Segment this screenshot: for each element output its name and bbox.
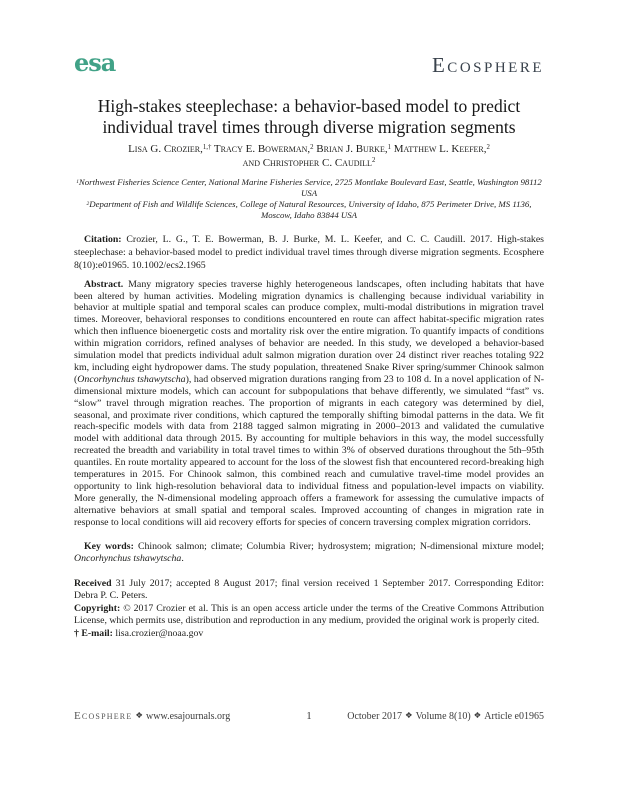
text-run: Oncorhynchus tshawytscha (77, 373, 186, 385)
text-run: Brian J. Burke, (313, 143, 388, 155)
email-line (74, 628, 544, 641)
text-run: Many migratory species traverse highly heterogeneous landscapes, often including habitats that have been altered by human activities. Modeling migration dynamics is challenging because individual variability in behavior at multiple spatial and temporal scales can produce complex, multi-modal distributions in migration travel times. Moreover, behavioral responses to conditions encountered en route can affect habitat-specific migration rates which then influence bioenergetic costs and mortality risk over the entire migration. To quantify impacts of conditions within migration corridors, refined analyses of behavior are needed. In this study, we developed a behavior-based simulation model that predicts individual adult salmon migration duration over 24 distinct river reaches totaling 922 km, including eight hydropower dams. The study population, threatened Snake River spring/summer Chinook salmon ( (74, 278, 544, 385)
author-list (74, 143, 544, 170)
received-paragraph (74, 578, 544, 603)
text-run: Chinook salmon; climate; Columbia River; hydrosystem; migration; N-dimensional mixture model; (137, 540, 544, 552)
text-run: Citation: (84, 234, 127, 245)
authors-line-1 (74, 143, 544, 157)
diamond-separator-icon: ❖ (135, 710, 144, 720)
text-run: . (181, 553, 184, 565)
text-run: Key words: (84, 540, 138, 552)
text-run: Tracy E. Bowerman, (211, 143, 311, 155)
text-run: Lisa G. Crozier, (128, 143, 203, 155)
text-run: Crozier, L. G., T. E. Bowerman, B. J. Burke, M. L. Keefer, and C. C. Caudill. 2017. High-stakes steeplechase: a behavior-based model to predict individual travel times through diverse migration segments. Ecosphere 8(10):e01965. 10.1002/ecs2.1965 (74, 234, 544, 272)
text-run: and Christopher C. Caudill (242, 156, 372, 169)
text-run: Received (74, 577, 112, 589)
text-run: ), had observed migration durations ranging from 23 to 108 d. In a novel application of N-dimensional mixture models, which can account for subpopulations that behave differently, we simulated “fast” vs. “slow” travel through migration reaches. The proportion of migrants in each category was determined by diel, seasonal, and proximate river conditions, which captured the temporally shifting bimodal patterns in the data. We fit reach-specific models with data from 2188 tagged salmon migrating in 2000–2013 and validated the cumulative model with additional data through 2015. By accounting for multiple behaviors in this way, the model successfully recreated the breadth and variability in total travel times to within 3% of observed durations throughout the 5th–95th quantiles. En route mortality appeared to account for the loss of the slowest fish that encountered record-breaking high temperatures in 2015. For Chinook salmon, this combined reach and cumulative travel-time model provides an opportunity to link high-resolution behavioral data to individual fitness and population-level impacts on viability. More generally, the N-dimensional modeling approach offers a framework for assessing the cumulative impacts of alternative behaviors at small spatial and temporal scales. Improved accounting of changes in migration rate in response to local conditions will aid recovery efforts for species of concern traversing complex migration corridors. (74, 373, 544, 528)
text-run: 2 (371, 157, 376, 165)
footer-volume: Volume 8(10) (415, 711, 471, 722)
text-run: 1,† (202, 143, 212, 151)
text-run: Oncorhynchus tshawytscha (74, 553, 182, 565)
page-footer (74, 710, 544, 722)
text-run: 2 (86, 200, 90, 207)
abstract-paragraph (74, 279, 544, 529)
footer-right (329, 711, 544, 722)
page-number: 1 (306, 711, 312, 722)
esa-logo: esa (74, 48, 116, 77)
text-run: Copyright: (74, 602, 121, 614)
copyright-paragraph (74, 603, 544, 628)
email-link[interactable]: lisa.crozier@noaa.gov (115, 627, 204, 639)
journal-wordmark: Ecosphere (431, 53, 544, 77)
footer-journal-name: Ecosphere (74, 710, 133, 722)
article-title: High-stakes steeplechase: a behavior-based model to predict individual travel times through diverse migration segments (97, 96, 521, 137)
text-run: Abstract. (84, 278, 124, 290)
text-run: Department of Fish and Wildlife Sciences, College of Natural Resources, University of Idaho, 875 Perimeter Drive, MS 1136, (89, 199, 532, 209)
footer-website-link[interactable]: www.esajournals.org (146, 711, 231, 722)
affiliation-2 (74, 199, 544, 210)
text-run: 2 (486, 143, 490, 151)
text-run: 2 (310, 143, 314, 151)
affiliations (74, 177, 544, 221)
text-run: 1 (76, 178, 79, 185)
diamond-separator-icon: ❖ (473, 710, 482, 720)
text-run: 1 (387, 143, 391, 151)
text-run: 31 July 2017; accepted 8 August 2017; final version received 1 September 2017. Corresponding Editor: Debra P. C. Peters. (74, 577, 544, 602)
citation-paragraph (74, 233, 544, 273)
footer-article-id: Article e01965 (484, 711, 544, 722)
footer-date: October 2017 (347, 711, 402, 722)
keywords-paragraph (74, 541, 544, 566)
text-run: © 2017 Crozier et al. This is an open access article under the terms of the Creative Commons Attribution License, which permits use, distribution and reproduction in any medium, provided the original work is properly cited. (74, 602, 544, 627)
text-run: Moscow, Idaho 83844 USA (260, 210, 358, 220)
text-run: Northwest Fisheries Science Center, National Marine Fisheries Service, 2725 Montlake Boulevard East, Seattle, Washington 98112 USA (78, 177, 542, 198)
affiliation-1 (74, 177, 544, 199)
affiliation-2-continued (74, 210, 544, 221)
page-header (74, 48, 544, 82)
email-label: † E-mail: (74, 627, 116, 639)
diamond-separator-icon: ❖ (404, 710, 413, 720)
footer-left (74, 710, 289, 722)
text-run: Matthew L. Keefer, (391, 143, 487, 155)
authors-line-2 (74, 157, 544, 171)
